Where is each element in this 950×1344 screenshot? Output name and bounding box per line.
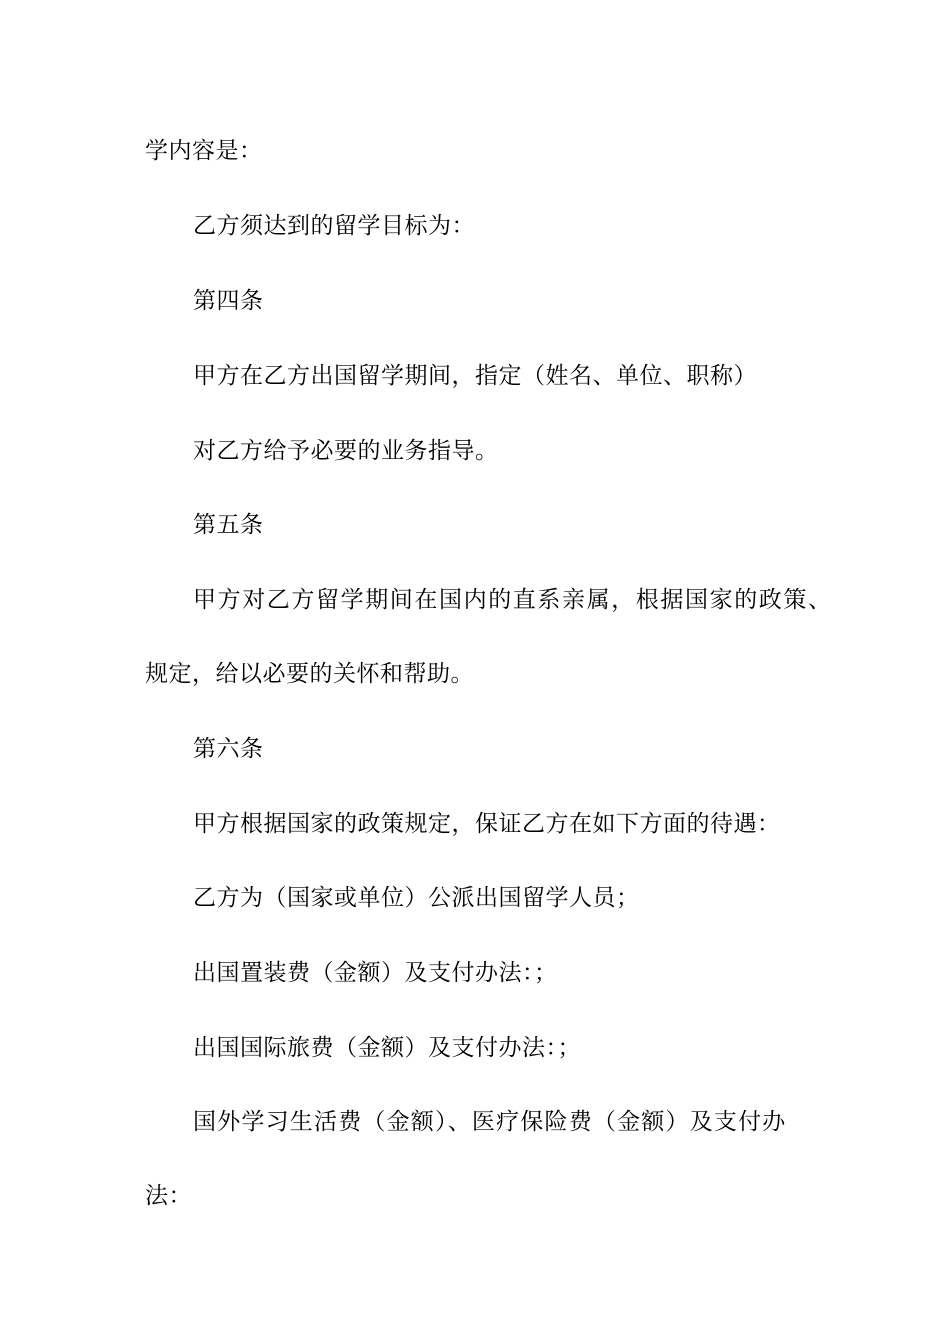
paragraph-line: 出国国际旅费（金额）及支付办法：； <box>193 1035 581 1061</box>
article-heading: 第五条 <box>193 512 264 538</box>
article-heading: 第四条 <box>193 288 264 314</box>
paragraph-line: 甲方对乙方留学期间在国内的直系亲属，根据国家的政策、 <box>193 587 833 613</box>
paragraph-line: 乙方为（国家或单位）公派出国留学人员； <box>193 885 640 911</box>
paragraph-line: 出国置装费（金额）及支付办法：； <box>193 960 558 986</box>
paragraph-continuation-line: 规定，给以必要的关怀和帮助。 <box>145 661 474 687</box>
paragraph-line: 国外学习生活费（金额）、医疗保险费（金额）及支付办 <box>193 1109 787 1135</box>
paragraph-continuation-line: 法： <box>145 1183 192 1209</box>
article-heading: 第六条 <box>193 736 264 762</box>
paragraph-continuation-line: 学内容是： <box>145 138 263 164</box>
paragraph-line: 乙方须达到的留学目标为： <box>193 213 475 239</box>
paragraph-line: 甲方根据国家的政策规定，保证乙方在如下方面的待遇： <box>193 811 781 837</box>
paragraph-line: 甲方在乙方出国留学期间，指定（姓名、单位、职称） <box>193 363 757 389</box>
paragraph-line: 对乙方给予必要的业务指导。 <box>193 438 499 464</box>
